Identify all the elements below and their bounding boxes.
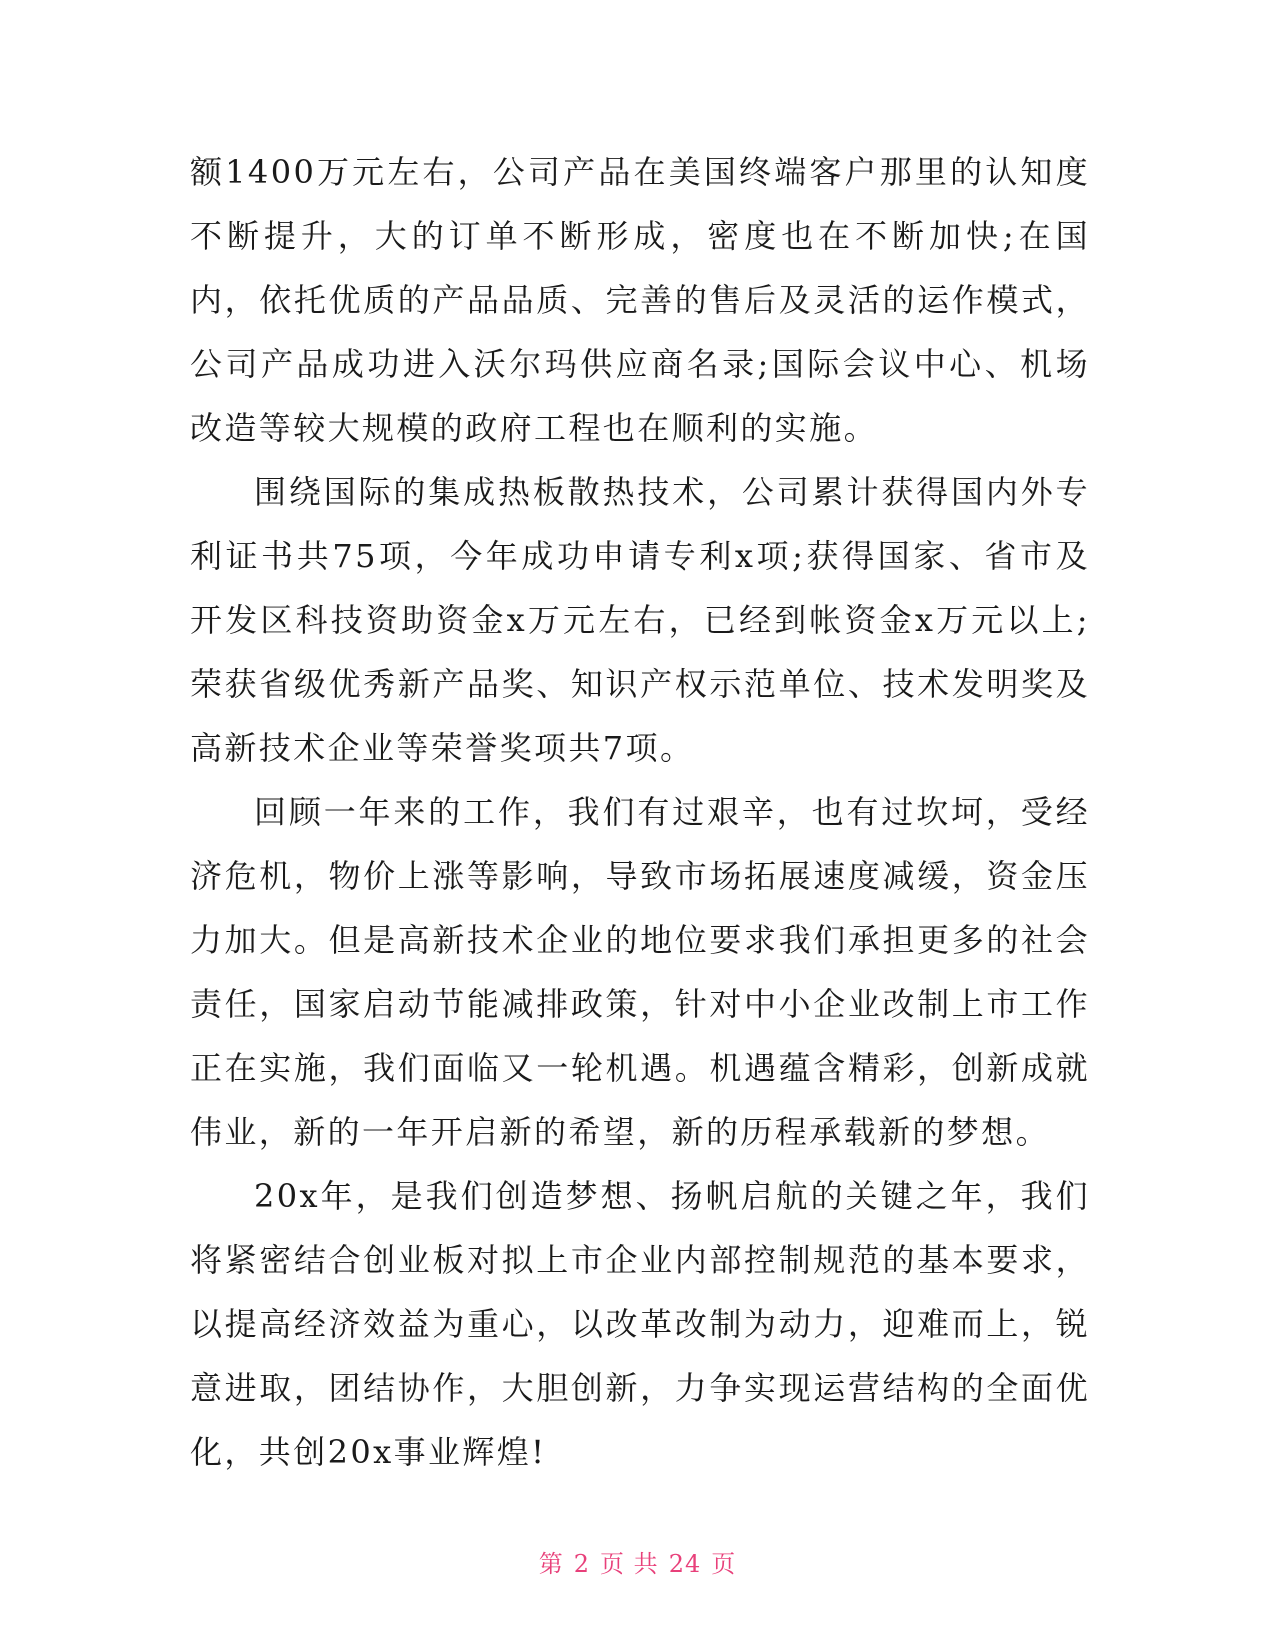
footer-middle: 页 共 — [600, 1550, 659, 1578]
paragraph-review: 回顾一年来的工作，我们有过艰辛，也有过坎坷，受经济危机，物价上涨等影响，导致市场拓展速度减缓，资金压力加大。但是高新技术企业的地位要求我们承担更多的社会责任，国家启动节能减排政策，针对中小企业改制上市工作正在实施，我们面临又一轮机遇。机遇蕴含精彩，创新成就伟业，新的一年开启新的希望，新的历程承载新的梦想。 — [190, 793, 1090, 1151]
paragraph-continuation: 额1400万元左右，公司产品在美国终端客户那里的认知度不断提升，大的订单不断形成，密度也在不断加快;在国内，依托优质的产品品质、完善的售后及灵活的运作模式，公司产品成功进入沃尔玛供应商名录;国际会议中心、机场改造等较大规模的政府工程也在顺利的实施。 — [190, 153, 1090, 447]
paragraph-outlook: 20x年，是我们创造梦想、扬帆启航的关键之年，我们将紧密结合创业板对拟上市企业内部控制规范的基本要求，以提高经济效益为重心，以改革改制为动力，迎难而上，锐意进取，团结协作，大胆创新，力争实现运营结构的全面优化，共创20x事业辉煌! — [190, 1177, 1090, 1471]
footer-current-page: 2 — [573, 1550, 591, 1578]
page-footer — [0, 1548, 1275, 1580]
footer-total-pages: 24 — [668, 1550, 702, 1578]
footer-prefix: 第 — [538, 1550, 564, 1578]
document-body — [190, 140, 1090, 1484]
footer-suffix: 页 — [711, 1550, 737, 1578]
paragraph-patents: 围绕国际的集成热板散热技术，公司累计获得国内外专利证书共75项，今年成功申请专利x项;获得国家、省市及开发区科技资助资金x万元左右，已经到帐资金x万元以上;荣获省级优秀新产品奖、知识产权示范单位、技术发明奖及高新技术企业等荣誉奖项共7项。 — [190, 473, 1090, 767]
